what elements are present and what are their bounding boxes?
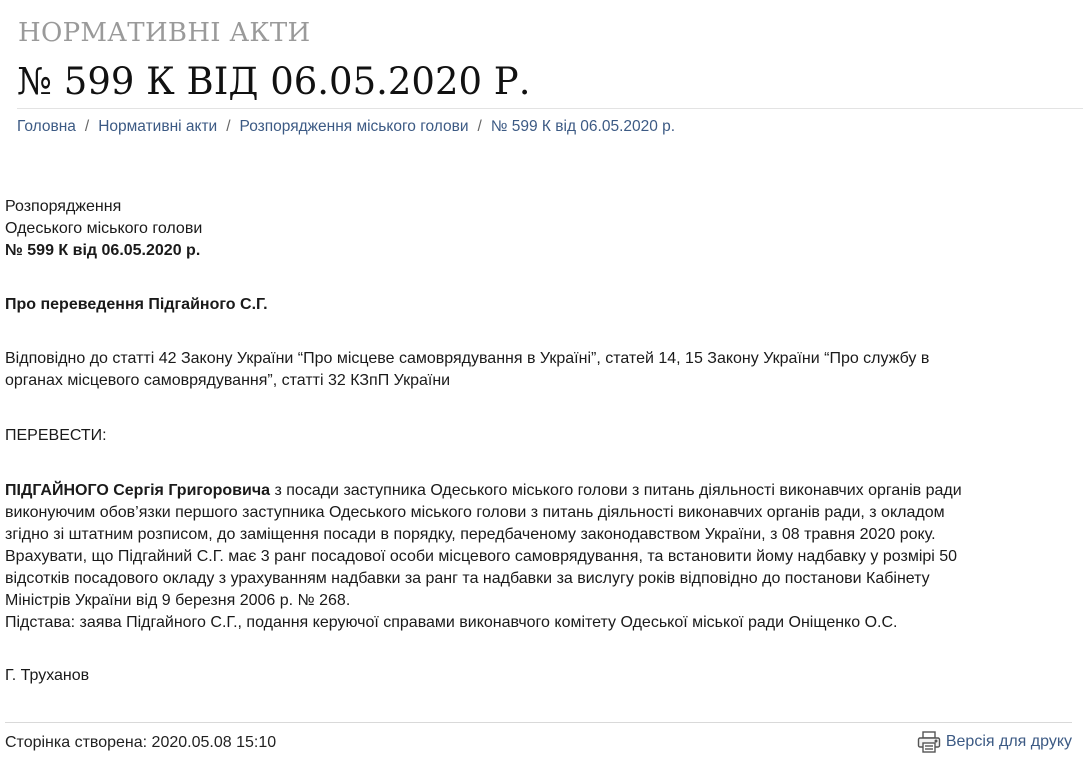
document-number: № 599 К від 06.05.2020 р. <box>5 242 201 259</box>
heading-line: Одеського міського голови <box>5 220 203 237</box>
document-heading <box>5 196 1075 262</box>
breadcrumb-separator: / <box>226 118 231 135</box>
title-divider <box>17 108 1083 109</box>
signature: Г. Труханов <box>5 667 90 684</box>
order-line: Міністрів України від 9 березня 2006 р. № 268. <box>5 592 351 609</box>
breadcrumb-separator: / <box>477 118 482 135</box>
heading-line: Розпорядження <box>5 198 122 215</box>
order-line: Підстава: заява Підгайного С.Г., подання керуючої справами виконавчого комітету Одеської міської ради Оніщенко О.С. <box>5 614 898 631</box>
footer-divider <box>5 722 1072 723</box>
basis-line: Відповідно до статті 42 Закону України “Про місцеве самоврядування в Україні”, статей 14, 15 Закону України “Про службу в <box>5 350 930 367</box>
order-line: Врахувати, що Підгайний С.Г. має 3 ранг посадової особи місцевого самоврядування, та встановити йому надбавку у розмірі 50 <box>5 548 958 565</box>
breadcrumb-normative-acts-link[interactable]: Нормативні акти <box>98 118 218 135</box>
order-heading: ПЕРЕВЕСТИ: <box>5 427 107 444</box>
page-created-date: Сторінка створена: 2020.05.08 15:10 <box>5 734 277 751</box>
order-line: виконуючим обов’язки першого заступника Одеського міського голови з питань діяльності виконавчих органів ради, з окладом <box>5 504 945 521</box>
print-version-label: Версія для друку <box>945 733 1072 750</box>
breadcrumb-separator: / <box>84 118 90 135</box>
order-line-rest: з посади заступника Одеського міського голови з питань діяльності виконавчих органів ради <box>270 482 962 499</box>
person-name: ПІДГАЙНОГО Сергія Григоровича <box>5 482 271 499</box>
breadcrumb-current-link[interactable]: № 599 К від 06.05.2020 р. <box>490 118 676 135</box>
document-subject: Про переведення Підгайного С.Г. <box>5 296 268 313</box>
printer-icon <box>916 730 942 754</box>
document-basis <box>5 348 1075 392</box>
basis-line: органах місцевого самоврядування”, статті 32 КЗпП України <box>5 372 451 389</box>
breadcrumb-home-link[interactable]: Головна <box>17 118 76 135</box>
order-body <box>5 480 1075 634</box>
page-title: № 599 К ВІД 06.05.2020 Р. <box>17 60 531 103</box>
section-label: НОРМАТИВНІ АКТИ <box>18 18 311 48</box>
breadcrumb-mayor-orders-link[interactable]: Розпорядження міського голови <box>239 118 469 135</box>
order-line <box>5 480 1075 502</box>
breadcrumb <box>17 117 675 137</box>
order-line: відсотків посадового окладу з урахуванням надбавки за ранг та надбавки за вислугу років відповідно до постанови Кабінету <box>5 570 930 587</box>
print-version-link[interactable] <box>916 730 1072 754</box>
order-line: згідно зі штатним розписом, до заміщення посади в порядку, передбаченому законодавством України, з 08 травня 2020 року. <box>5 526 936 543</box>
